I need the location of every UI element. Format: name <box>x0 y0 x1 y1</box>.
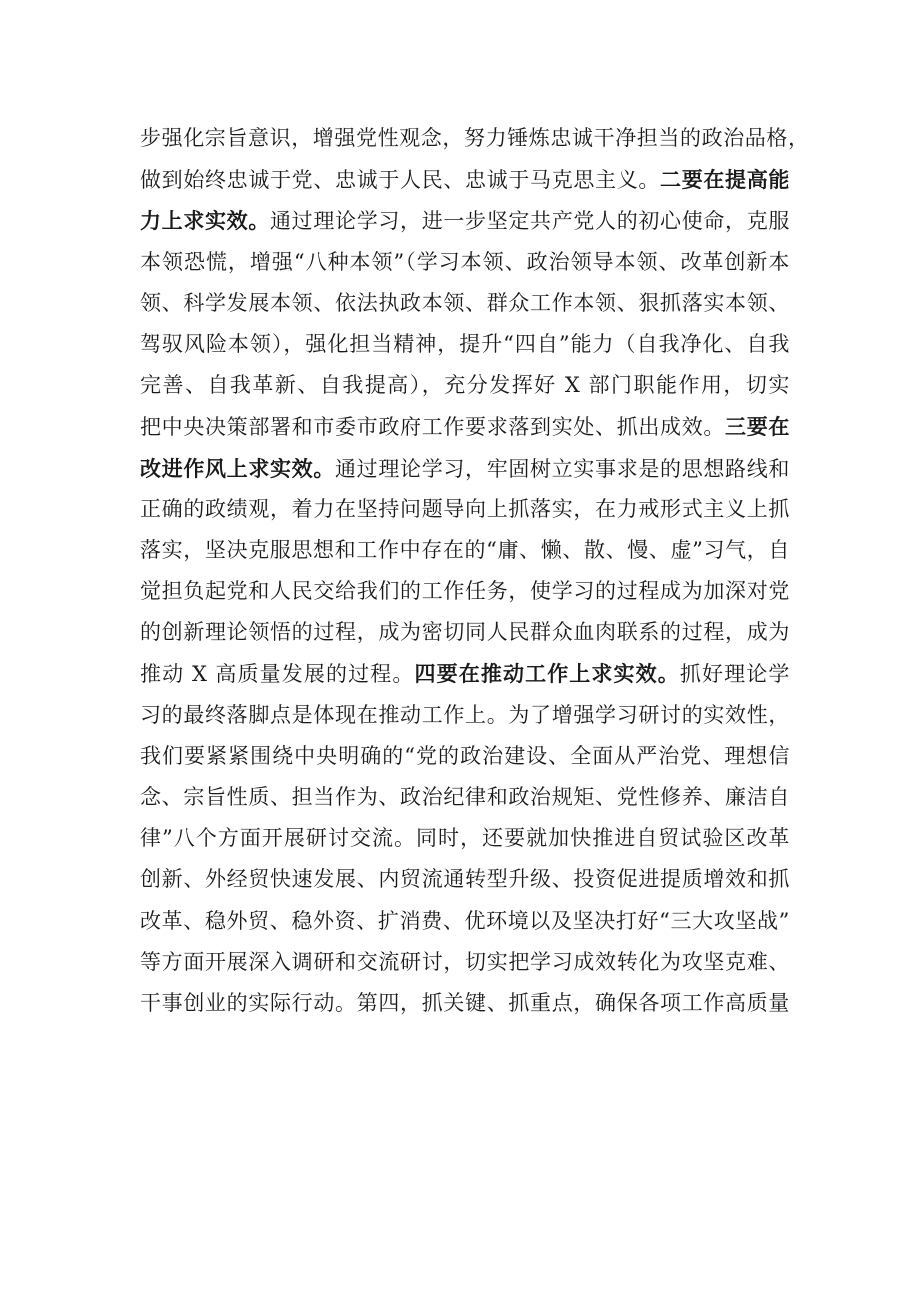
text-line <box>140 159 790 200</box>
bold-heading-text: 三要在 <box>725 414 790 440</box>
bold-heading-text: 二要在提高能 <box>660 167 790 193</box>
text-line <box>140 653 790 694</box>
text-line <box>140 365 790 406</box>
body-text-run: 念、宗旨性质、担当作为、政治纪律和政治规矩、党性修养、廉洁自 <box>140 785 790 809</box>
text-line <box>140 200 790 241</box>
text-line <box>140 612 790 653</box>
text-line <box>140 818 790 859</box>
body-text-run: 律”八个方面开展研讨交流。同时，还要就加快推进自贸试验区改革 <box>140 826 790 851</box>
text-line <box>140 406 790 447</box>
text-line <box>140 695 790 736</box>
bold-heading-text: 改进作风上求实效。 <box>140 455 336 481</box>
body-text-run: 领、科学发展本领、依法执政本领、群众工作本领、狠抓落实本领、 <box>140 290 790 315</box>
body-text-run: 等方面开展深入调研和交流研讨，切实把学习成效转化为攻坚克难、 <box>140 949 790 974</box>
body-text-run: 推动 X 高质量发展的过程。 <box>140 662 415 687</box>
body-text-run: 创新、外经贸快速发展、内贸流通转型升级、投资促进提质增效和抓 <box>140 867 790 892</box>
body-text-run: 步强化宗旨意识，增强党性观念，努力锤炼忠诚干净担当的政治品格， <box>140 126 810 150</box>
bold-heading-text: 力上求实效。 <box>140 208 271 234</box>
body-text-run: 落实，坚决克服思想和工作中存在的“庸、懒、散、慢、虚”习气，自 <box>140 537 790 562</box>
body-text-run: 把中央决策部署和市委市政府工作要求落到实处、抓出成效。 <box>140 415 726 440</box>
text-line <box>140 777 790 818</box>
body-paragraph <box>140 118 810 1024</box>
text-line <box>140 983 790 1024</box>
body-text-run: 的创新理论领悟的过程，成为密切同人民群众血肉联系的过程，成为 <box>140 620 790 645</box>
body-text-run: 干事创业的实际行动。第四，抓关键、抓重点，确保各项工作高质量 <box>140 990 790 1015</box>
body-text-run: 抓好理论学 <box>679 662 791 687</box>
text-line <box>140 942 790 983</box>
text-line <box>140 448 790 489</box>
body-text-run: 通过理论学习，进一步坚定共产党人的初心使命，克服 <box>270 209 790 234</box>
text-line <box>140 118 810 159</box>
body-text-run: 驾驭风险本领），强化担当精神，提升“四自”能力（自我净化、自我 <box>140 331 790 356</box>
text-line <box>140 324 790 365</box>
text-line <box>140 283 790 324</box>
bold-heading-text: 四要在推动工作上求实效。 <box>414 661 680 687</box>
body-text-run: 我们要紧紧围绕中央明确的“党的政治建设、全面从严治党、理想信 <box>140 743 790 768</box>
body-text-run: 习的最终落脚点是体现在推动工作上。为了增强学习研讨的实效性， <box>140 702 790 727</box>
text-line <box>140 242 790 283</box>
text-line <box>140 736 790 777</box>
body-text-run: 本领恐慌，增强“八种本领”（学习本领、政治领导本领、改革创新本 <box>140 249 790 274</box>
body-text-run: 觉担负起党和人民交给我们的工作任务，使学习的过程成为加深对党 <box>140 579 790 604</box>
body-text-run: 正确的政绩观，着力在坚持问题导向上抓落实，在力戒形式主义上抓 <box>140 496 790 521</box>
body-text-run: 做到始终忠诚于党、忠诚于人民、忠诚于马克思主义。 <box>140 168 661 193</box>
text-line <box>140 859 790 900</box>
text-line <box>140 571 790 612</box>
text-line <box>140 530 790 571</box>
body-text-run: 完善、自我革新、自我提高），充分发挥好 X 部门职能作用，切实 <box>140 373 790 398</box>
text-line <box>140 901 790 942</box>
body-text-run: 改革、稳外贸、稳外资、扩消费、优环境以及坚决打好“三大攻坚战” <box>140 908 790 933</box>
text-line <box>140 489 790 530</box>
body-text-run: 通过理论学习，牢固树立实事求是的思想路线和 <box>335 456 790 481</box>
